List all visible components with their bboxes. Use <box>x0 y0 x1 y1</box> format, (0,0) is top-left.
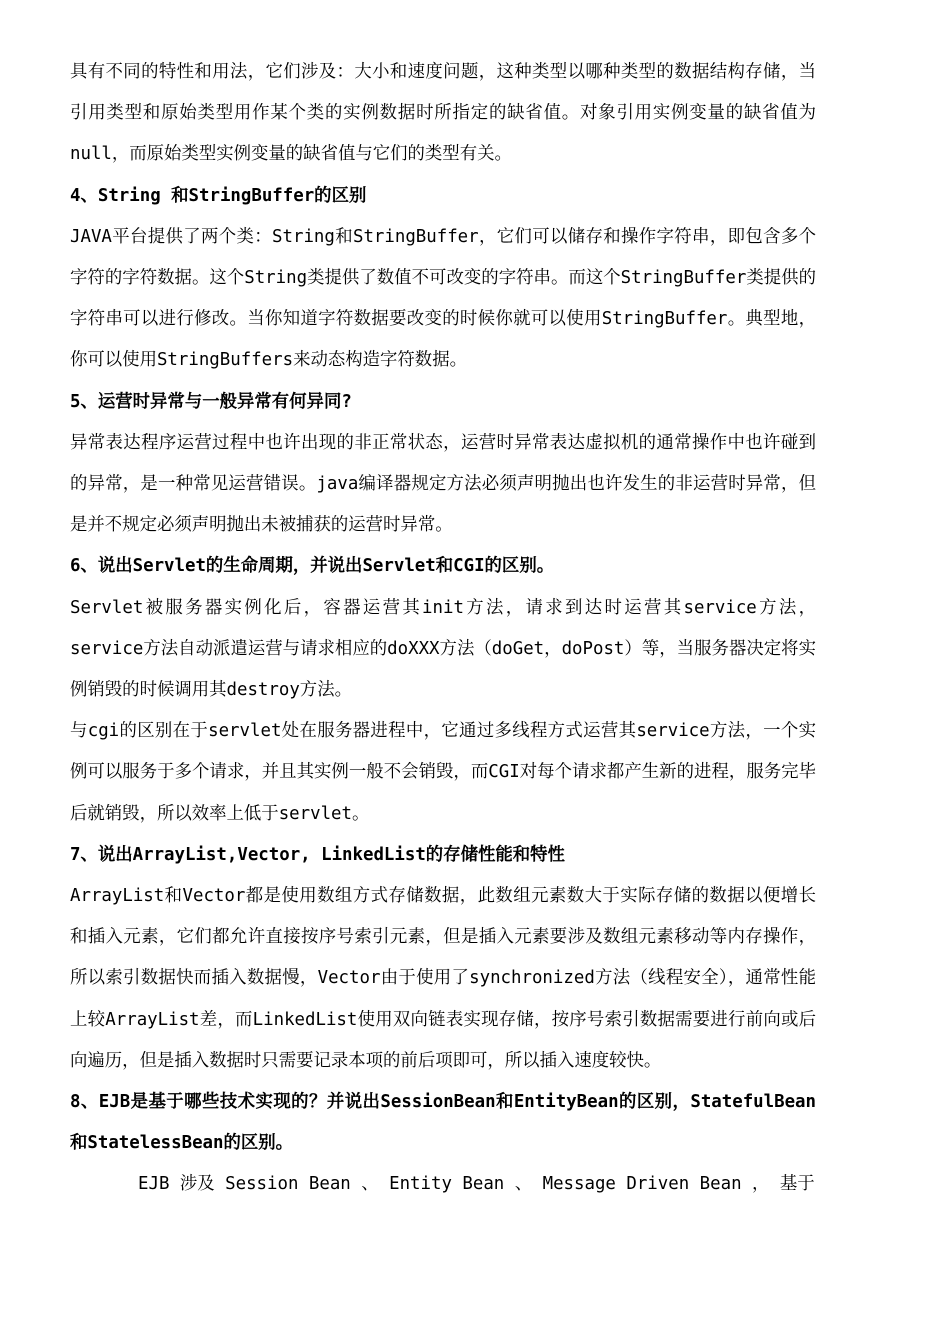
paragraph-q7: ArrayList和Vector都是使用数组方式存储数据，此数组元素数大于实际存储的数据以便增长和插入元素，它们都允许直接按序号索引元素，但是插入元素要涉及数组元素移动等内存操作，所以索引数据快而插入数据慢，Vector由于使用了synchronized方法（线程安全），通常性能上较ArrayList差，而LinkedList使用双向链表实现存储，按序号索引数据需要进行前向或后向遍历，但是插入数据时只需要记录本项的前后项即可，所以插入速度较快。 <box>70 886 816 1071</box>
heading-q8: 8、EJB是基于哪些技术实现的？并说出SessionBean和EntityBean的区别，StatefulBean和StatelessBean的区别。 <box>70 1092 816 1154</box>
paragraph-q4: JAVA平台提供了两个类：String和StringBuffer，它们可以储存和操作字符串，即包含多个字符的字符数据。这个String类提供了数值不可改变的字符串。而这个StringBuffer类提供的字符串可以进行修改。当你知道字符数据要改变的时候你就可以使用StringBuffer。典型地，你可以使用StringBuffers来动态构造字符数据。 <box>70 226 816 371</box>
heading-q7: 7、说出ArrayList,Vector, LinkedList的存储性能和特性 <box>70 844 565 865</box>
paragraph-q6-cgi: 与cgi的区别在于servlet处在服务器进程中，它通过多线程方式运营其service方法，一个实例可以服务于多个请求，并且其实例一般不会销毁，而CGI对每个请求都产生新的进程，服务完毕后就销毁，所以效率上低于servlet。 <box>70 721 816 824</box>
heading-q4: 4、String 和StringBuffer的区别 <box>70 185 367 206</box>
paragraph-intro: 具有不同的特性和用法，它们涉及：大小和速度问题，这种类型以哪种类型的数据结构存储，当引用类型和原始类型用作某个类的实例数据时所指定的缺省值。对象引用实例变量的缺省值为 null，而原始类型实例变量的缺省值与它们的类型有关。 <box>70 62 816 165</box>
heading-q5: 5、运营时异常与一般异常有何异同? <box>70 391 352 412</box>
paragraph-q5: 异常表达程序运营过程中也许出现的非正常状态，运营时异常表达虚拟机的通常操作中也许碰到的异常，是一种常见运营错误。java编译器规定方法必须声明抛出也许发生的非运营时异常，但是并不规定必须声明抛出未被捕获的运营时异常。 <box>70 432 816 536</box>
document-page <box>70 52 816 1206</box>
heading-q6: 6、说出Servlet的生命周期，并说出Servlet和CGI的区别。 <box>70 556 555 577</box>
paragraph-q8: EJB 涉及 Session Bean 、 Entity Bean 、 Message Driven Bean ， 基于 <box>138 1174 815 1195</box>
paragraph-q6-lifecycle: Servlet被服务器实例化后，容器运营其init方法，请求到达时运营其service方法，service方法自动派遣运营与请求相应的doXXX方法（doGet，doPost）等，当服务器决定将实例销毁的时候调用其destroy方法。 <box>70 597 816 701</box>
